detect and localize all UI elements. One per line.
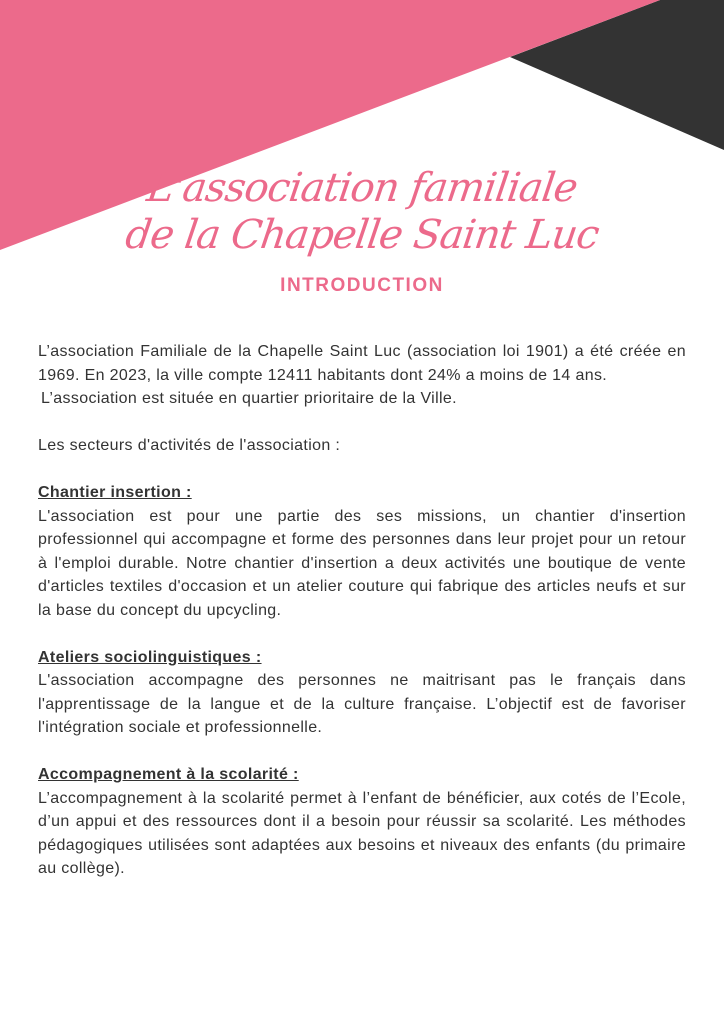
page-title-line-1: L'association familiale [144, 165, 580, 211]
section-heading-scolarite: Accompagnement à la scolarité : [38, 766, 299, 783]
section-heading-ateliers: Ateliers sociolinguistiques : [38, 648, 262, 666]
spacer [38, 622, 686, 646]
document-body [38, 340, 686, 881]
spacer [38, 458, 686, 482]
intro-paragraph: L’association Familiale de la Chapelle Saint Luc (association loi 1901) a été créée en 1969. En 2023, la ville compte 12411 habitants dont 24% a moins de 14 ans. [38, 343, 686, 384]
section-body-chantier: L'association est pour une partie des ses missions, un chantier d'insertion professionnel qui accompagne et forme des personnes dans leur projet pour un retour à l'emploi durable. Notre chantier d'insertion a deux activités une boutique de vente d'articles textiles d'occasion et un atelier couture qui fabrique des articles neufs et sur la base du concept du upcycling. [38, 507, 686, 619]
intro-location-paragraph: L’association est située en quartier prioritaire de la Ville. [41, 390, 457, 407]
section-body-scolarite: L’accompagnement à la scolarité permet à l’enfant de bénéficier, aux cotés de l’Ecole, d’un appui et des ressources dont il a besoin pour réussir sa scolarité. Les méthodes pédagogiques utilisées sont adaptées aux besoins et niveaux des enfants (du primaire au collège). [38, 789, 686, 877]
sectors-intro: Les secteurs d'activités de l'association : [38, 437, 341, 454]
section-heading-chantier: Chantier insertion : [38, 484, 192, 501]
spacer [38, 740, 686, 764]
page-title-line-2: de la Chapelle Saint Luc [122, 212, 602, 258]
spacer [38, 411, 686, 435]
section-body-ateliers: L'association accompagne des personnes ne maitrisant pas le français dans l'apprentissage de la langue et de la culture française. L’objectif est de favoriser l'intégration sociale et professionnelle. [38, 672, 686, 736]
section-title: INTRODUCTION [280, 275, 444, 296]
